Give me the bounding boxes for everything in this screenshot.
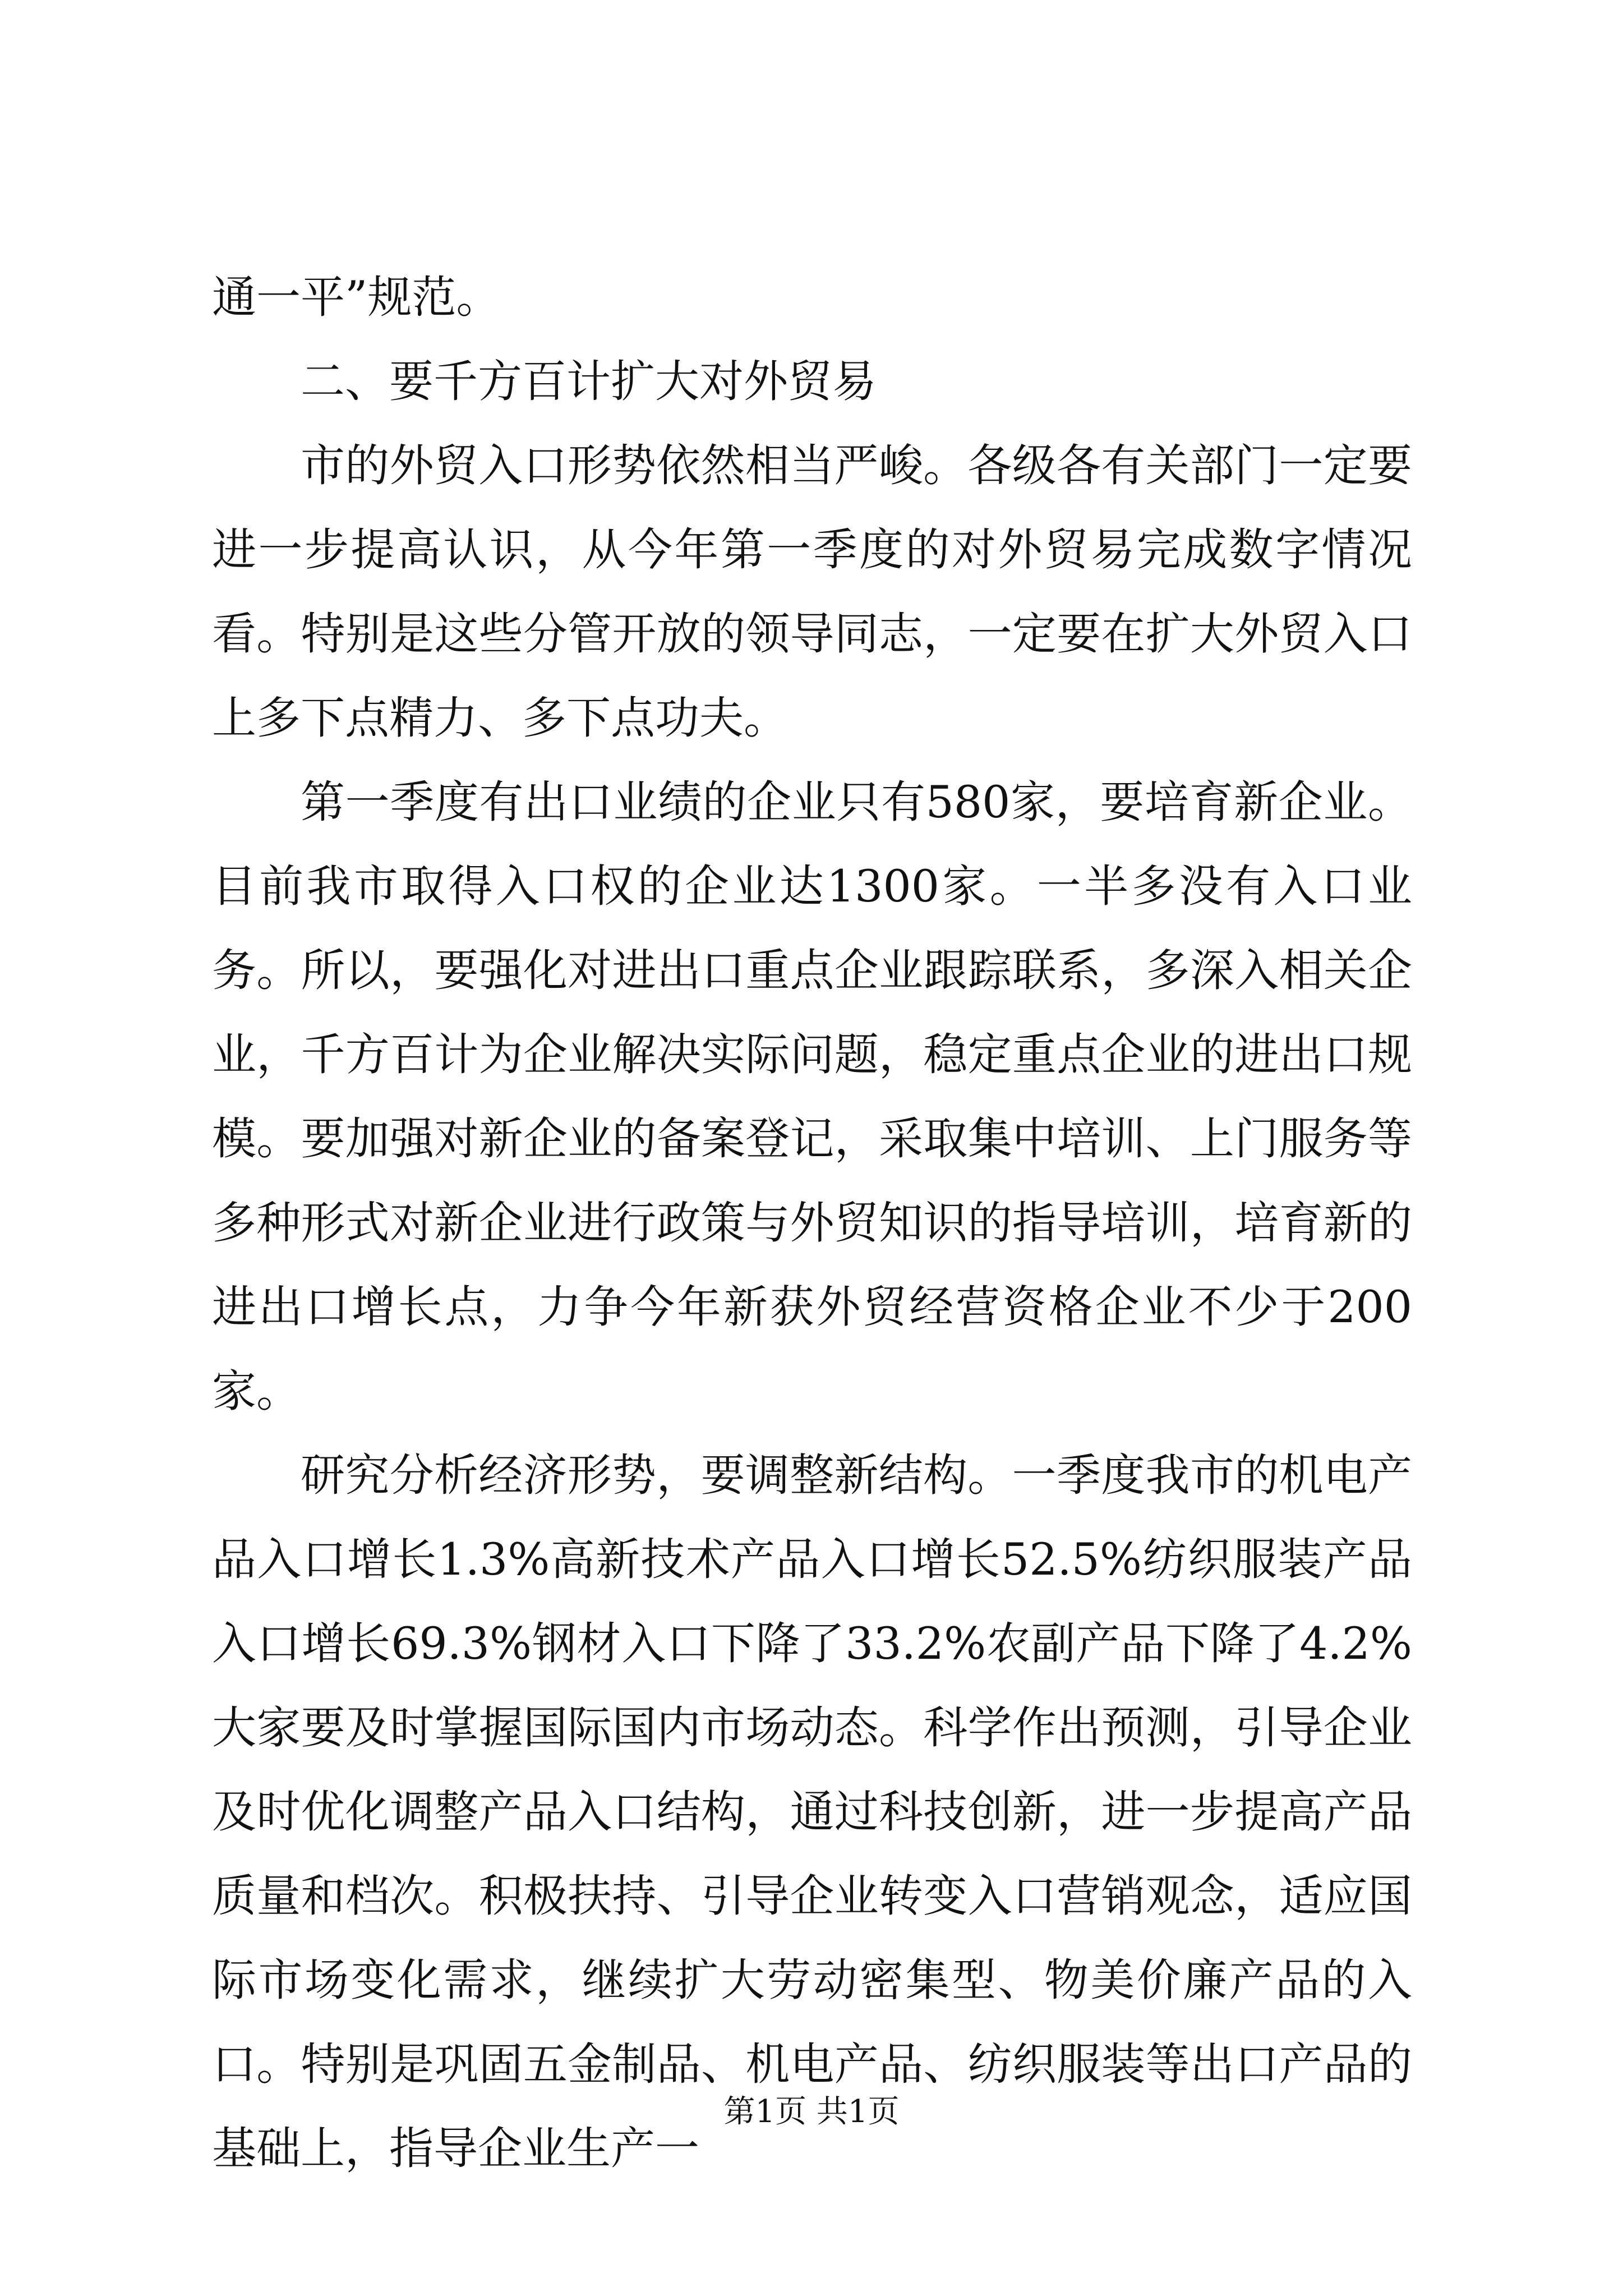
document-body xyxy=(212,255,1412,2191)
paragraph: 市的外贸入口形势依然相当严峻。各级各有关部门一定要进一步提高认识，从今年第一季度的对外贸易完成数字情况看。特别是这些分管开放的领导同志，一定要在扩大外贸入口上多下点精力、多下点功夫。 xyxy=(212,440,1412,744)
section-heading: 二、要千方百计扩大对外贸易 xyxy=(301,356,877,407)
paragraph-continuation: 通一平”规范。 xyxy=(212,272,501,323)
page-footer: 第1页 共1页 xyxy=(723,2093,900,2130)
paragraph: 第一季度有出口业绩的企业只有580家，要培育新企业。目前我市取得入口权的企业达1300家。一半多没有入口业务。所以，要强化对进出口重点企业跟踪联系，多深入相关企业，千方百计为企业解决实际问题，稳定重点企业的进出口规模。要加强对新企业的备案登记，采取集中培训、上门服务等多种形式对新企业进行政策与外贸知识的指导培训，培育新的进出口增长点，力争今年新获外贸经营资格企业不少于200家。 xyxy=(212,776,1412,1417)
paragraph: 研究分析经济形势，要调整新结构。一季度我市的机电产品入口增长1.3%高新技术产品入口增长52.5%纺织服装产品入口增长69.3%钢材入口下降了33.2%农副产品下降了4.2%大家要及时掌握国际国内市场动态。科学作出预测，引导企业及时优化调整产品入口结构，通过科技创新，进一步提高产品质量和档次。积极扶持、引导企业转变入口营销观念，适应国际市场变化需求，继续扩大劳动密集型、物美价廉产品的入口。特别是巩固五金制品、机电产品、纺织服装等出口产品的基础上，指导企业生产一 xyxy=(212,1450,1412,2174)
